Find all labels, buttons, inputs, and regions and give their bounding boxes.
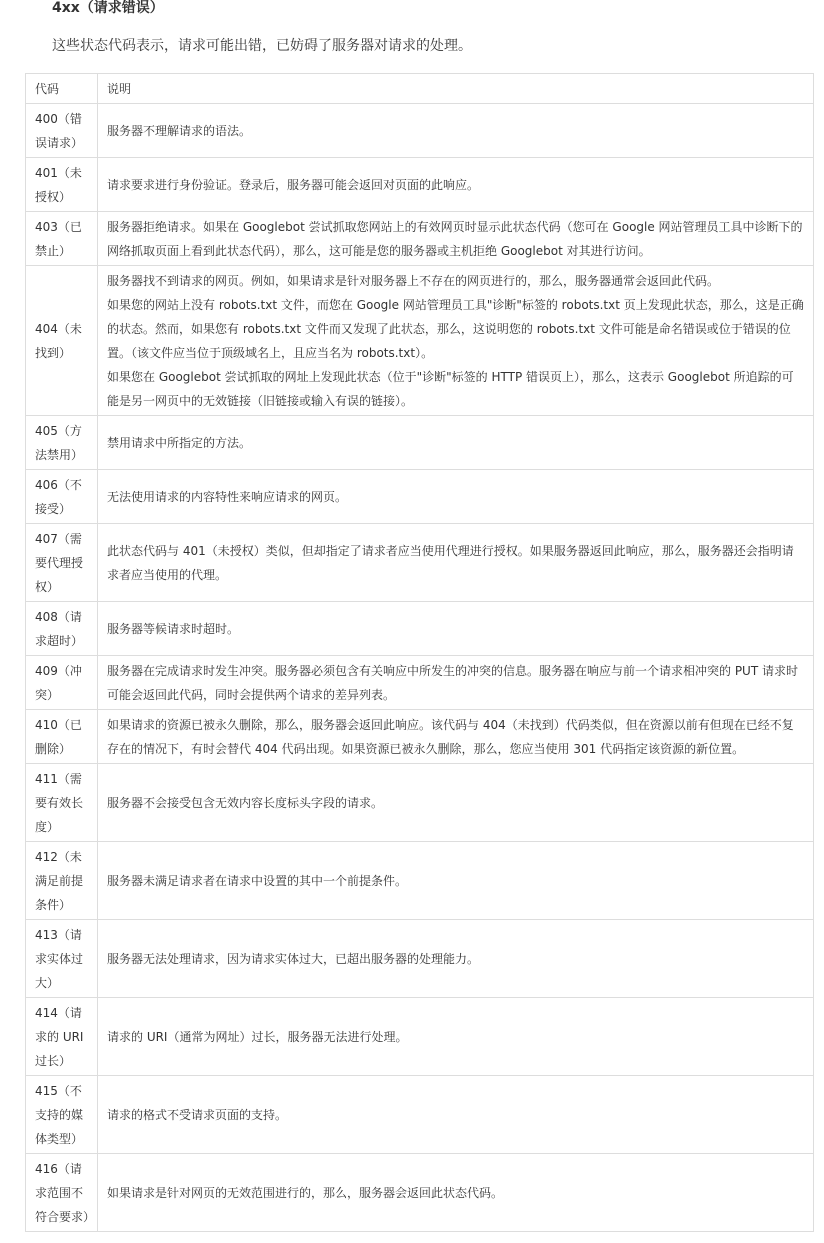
- status-code-cell: 401（未授权）: [26, 158, 98, 212]
- table-row: [26, 602, 814, 656]
- header-description: 说明: [98, 74, 814, 104]
- description-paragraph: 服务器拒绝请求。如果在 Googlebot 尝试抓取您网站上的有效网页时显示此状态代码（您可在 Google 网站管理员工具中诊断下的网络抓取页面上看到此状态代码），那么，这可能是您的服务器或主机拒绝 Googlebot 对其进行访问。: [107, 220, 803, 258]
- header-code: 代码: [26, 74, 98, 104]
- description-paragraph: 服务器找不到请求的网页。例如，如果请求是针对服务器上不存在的网页进行的，那么，服务器通常会返回此代码。: [107, 274, 720, 288]
- description-cell: [98, 104, 814, 158]
- description-paragraph: 如果您的网站上没有 robots.txt 文件，而您在 Google 网站管理员工具"诊断"标签的 robots.txt 页上发现此状态，那么，这是正确的状态。然而，如果您有 robots.txt 文件而又发现了此状态，那么，这说明您的 robots.txt 文件可能是命名错误或位于错误的位置。（该文件应当位于顶级域名上，且应当名为 robots.txt）。: [107, 298, 804, 360]
- status-code-cell: 405（方法禁用）: [26, 416, 98, 470]
- table-row: [26, 524, 814, 602]
- table-row: [26, 470, 814, 524]
- description-cell: [98, 920, 814, 998]
- status-code-cell: 403（已禁止）: [26, 212, 98, 266]
- status-code-cell: 413（请求实体过大）: [26, 920, 98, 998]
- status-code-cell: 411（需要有效长度）: [26, 764, 98, 842]
- description-cell: [98, 158, 814, 212]
- description-cell: [98, 656, 814, 710]
- description-paragraph: 此状态代码与 401（未授权）类似，但却指定了请求者应当使用代理进行授权。如果服务器返回此响应，那么，服务器还会指明请求者应当使用的代理。: [107, 544, 794, 582]
- description-paragraph: 服务器等候请求时超时。: [107, 622, 240, 636]
- status-code-table: [25, 73, 814, 1232]
- description-paragraph: 请求的格式不受请求页面的支持。: [107, 1108, 288, 1122]
- status-code-cell: 407（需要代理授权）: [26, 524, 98, 602]
- table-row: [26, 710, 814, 764]
- status-code-cell: 409（冲突）: [26, 656, 98, 710]
- description-paragraph: 请求要求进行身份验证。登录后，服务器可能会返回对页面的此响应。: [107, 178, 480, 192]
- status-code-cell: 406（不接受）: [26, 470, 98, 524]
- status-code-cell: 400（错误请求）: [26, 104, 98, 158]
- table-row: [26, 212, 814, 266]
- description-paragraph: 服务器不会接受包含无效内容长度标头字段的请求。: [107, 796, 384, 810]
- status-code-cell: 414（请求的 URI 过长）: [26, 998, 98, 1076]
- table-row: [26, 842, 814, 920]
- description-paragraph: 服务器在完成请求时发生冲突。服务器必须包含有关响应中所发生的冲突的信息。服务器在响应与前一个请求相冲突的 PUT 请求时可能会返回此代码，同时会提供两个请求的差异列表。: [107, 664, 798, 702]
- description-cell: [98, 266, 814, 416]
- table-row: [26, 764, 814, 842]
- status-code-cell: 415（不支持的媒体类型）: [26, 1076, 98, 1154]
- description-cell: [98, 710, 814, 764]
- description-cell: [98, 998, 814, 1076]
- description-paragraph: 请求的 URI（通常为网址）过长，服务器无法进行处理。: [107, 1030, 408, 1044]
- description-paragraph: 禁用请求中所指定的方法。: [107, 436, 252, 450]
- description-cell: [98, 470, 814, 524]
- section-intro: 这些状态代码表示，请求可能出错，已妨碍了服务器对请求的处理。: [52, 38, 472, 54]
- table-body: [26, 104, 814, 1232]
- description-paragraph: 服务器无法处理请求，因为请求实体过大，已超出服务器的处理能力。: [107, 952, 480, 966]
- table-row: [26, 1154, 814, 1232]
- description-cell: [98, 524, 814, 602]
- description-paragraph: 如果请求是针对网页的无效范围进行的，那么，服务器会返回此状态代码。: [107, 1186, 504, 1200]
- status-code-cell: 412（未满足前提条件）: [26, 842, 98, 920]
- description-paragraph: 无法使用请求的内容特性来响应请求的网页。: [107, 490, 348, 504]
- table-row: [26, 998, 814, 1076]
- table-row: [26, 656, 814, 710]
- table-row: [26, 266, 814, 416]
- description-cell: [98, 416, 814, 470]
- table-row: [26, 158, 814, 212]
- status-code-cell: 410（已删除）: [26, 710, 98, 764]
- description-paragraph: 如果请求的资源已被永久删除，那么，服务器会返回此响应。该代码与 404（未找到）代码类似，但在资源以前有但现在已经不复存在的情况下，有时会替代 404 代码出现。如果资源已被永久删除，那么，您应当使用 301 代码指定该资源的新位置。: [107, 718, 794, 756]
- description-cell: [98, 842, 814, 920]
- description-cell: [98, 764, 814, 842]
- description-paragraph: 如果您在 Googlebot 尝试抓取的网址上发现此状态（位于"诊断"标签的 HTTP 错误页上），那么，这表示 Googlebot 所追踪的可能是另一网页中的无效链接（旧链接或输入有误的链接）。: [107, 370, 794, 408]
- status-code-cell: 416（请求范围不符合要求）: [26, 1154, 98, 1232]
- section-heading: 4xx（请求错误）: [52, 0, 164, 16]
- table-row: [26, 416, 814, 470]
- table-row: [26, 920, 814, 998]
- table-row: [26, 1076, 814, 1154]
- status-code-cell: 408（请求超时）: [26, 602, 98, 656]
- description-cell: [98, 1154, 814, 1232]
- description-cell: [98, 602, 814, 656]
- status-code-cell: 404（未找到）: [26, 266, 98, 416]
- description-paragraph: 服务器不理解请求的语法。: [107, 124, 252, 138]
- description-cell: [98, 1076, 814, 1154]
- table-header-row: [26, 74, 814, 104]
- table-row: [26, 104, 814, 158]
- description-cell: [98, 212, 814, 266]
- description-paragraph: 服务器未满足请求者在请求中设置的其中一个前提条件。: [107, 874, 408, 888]
